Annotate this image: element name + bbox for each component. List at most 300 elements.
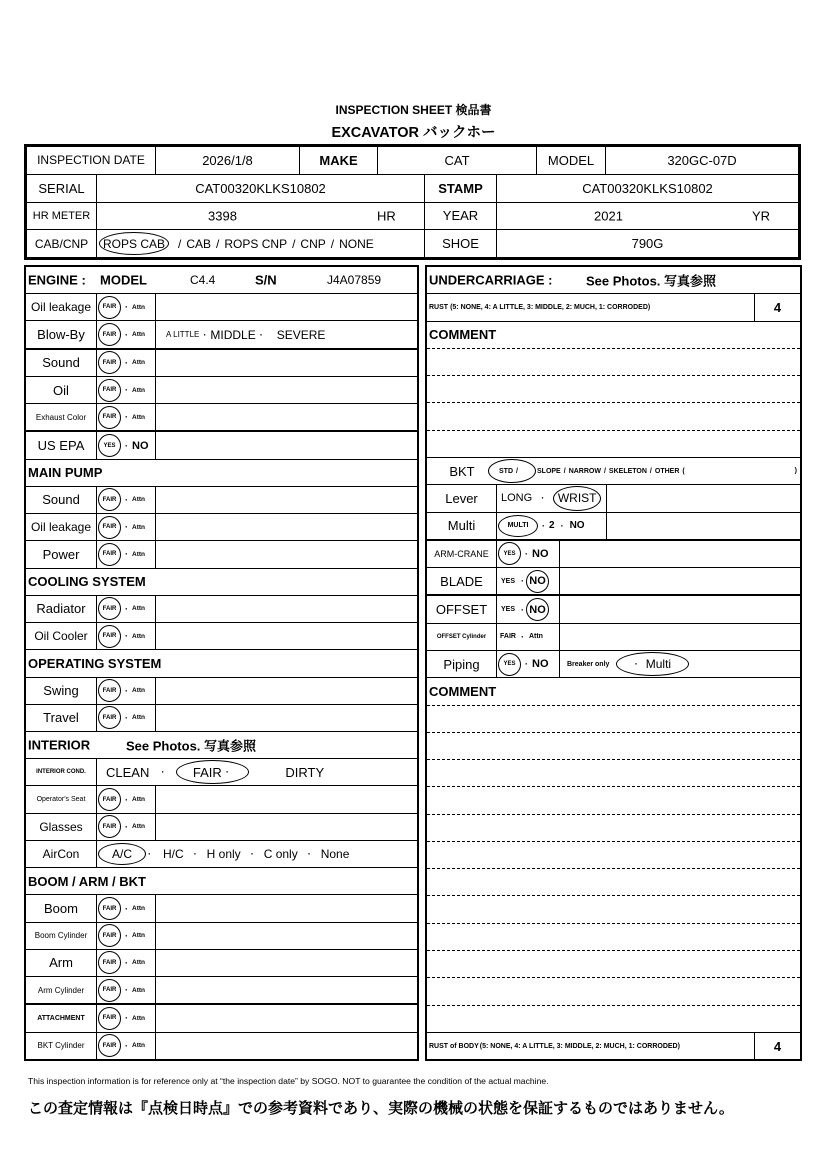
engine-model-value[interactable]: C4.4 (190, 273, 216, 288)
condition-options (97, 404, 156, 430)
option-h-only[interactable]: H only (206, 847, 241, 862)
sheet-title: INSPECTION SHEET 検品書 (335, 103, 492, 117)
condition-options (97, 814, 156, 840)
make-label: MAKE (300, 147, 378, 174)
option-none[interactable]: None (320, 847, 350, 862)
shoe-value[interactable]: 790G (631, 236, 664, 252)
notes-field[interactable] (156, 377, 417, 403)
option-attn[interactable]: Attn (132, 1042, 145, 1050)
row-label: BKT Cylinder (26, 1033, 97, 1059)
option-attn[interactable]: Attn (132, 550, 145, 558)
blow-by-option-a-little[interactable]: A LITTLE (166, 330, 200, 340)
undercarriage-rust-row (427, 294, 800, 321)
option-fair-selected[interactable]: FAIR (98, 625, 121, 648)
engine-sound-row (26, 350, 417, 377)
boom-arm-bkt-header-row (26, 868, 417, 895)
separator: · (125, 821, 128, 832)
notes-field[interactable] (156, 977, 417, 1003)
arm-cylinder-row (26, 977, 417, 1005)
lever-row (427, 485, 800, 512)
epa-options (97, 432, 156, 458)
row-label: Blow-By (26, 321, 97, 347)
interior-header-row (26, 732, 417, 759)
row-label: Boom (26, 895, 97, 921)
notes-field[interactable] (156, 596, 417, 622)
condition-options (97, 950, 156, 976)
separator: · (307, 849, 311, 860)
row-label: Radiator (26, 596, 97, 622)
disclaimer-english: This inspection information is for reference only at “the inspection date” by SOGO. NOT to guarantee the condition of the actual machine. (28, 1076, 549, 1086)
separator: · (225, 767, 229, 778)
model-label: MODEL (537, 147, 606, 174)
separator: · (542, 520, 545, 531)
option-fair-selected[interactable]: FAIR (98, 323, 121, 346)
separator: · (125, 685, 128, 696)
condition-options (97, 350, 156, 376)
body-comment-line[interactable] (427, 787, 800, 814)
body-rust-row (427, 1033, 800, 1059)
option-fair-selected[interactable]: FAIR (98, 706, 121, 729)
year-value: 2021 (594, 208, 623, 224)
option-no[interactable]: NO (532, 547, 549, 560)
condition-options (97, 487, 156, 513)
separator: · (560, 520, 564, 531)
option-fair-selected[interactable]: FAIR (98, 406, 121, 429)
option-multi-selected[interactable] (616, 652, 689, 676)
notes-field[interactable] (156, 705, 417, 731)
row-label: Glasses (26, 814, 97, 840)
engine-sn-value[interactable]: J4A07859 (327, 273, 382, 288)
separator: · (125, 631, 128, 642)
option-attn[interactable]: Attn (132, 796, 145, 804)
option-fair-selected[interactable]: FAIR (98, 543, 121, 566)
body-comment-line[interactable] (427, 706, 800, 733)
hr-meter-cell[interactable] (97, 203, 425, 230)
option-fair-selected[interactable]: FAIR (98, 1007, 121, 1030)
notes-field[interactable] (156, 294, 417, 320)
option-attn[interactable]: Attn (132, 523, 145, 531)
sheet-subtitle: EXCAVATOR バックホー (331, 125, 496, 141)
summary-table (24, 144, 801, 260)
condition-options (97, 895, 156, 921)
option-yes[interactable]: YES (501, 606, 516, 614)
separator: · (525, 659, 528, 670)
row-label: OFFSET (427, 596, 497, 622)
body-rust-value[interactable]: 4 (773, 1038, 782, 1054)
notes-field[interactable] (156, 1033, 417, 1059)
engine-sn-label: S/N (255, 272, 277, 288)
row-label: Sound (26, 350, 97, 376)
notes-field[interactable] (156, 514, 417, 540)
option-std-selected[interactable] (488, 459, 536, 483)
condition-options (97, 678, 156, 704)
notes-field[interactable] (607, 513, 800, 539)
notes-field[interactable] (560, 624, 800, 650)
option-attn[interactable]: Attn (132, 687, 145, 695)
condition-options (97, 541, 156, 567)
option-fair-selected[interactable] (176, 760, 249, 784)
cab-option-none[interactable]: NONE (339, 236, 374, 251)
inspection-date-value[interactable]: 2026/1/8 (156, 147, 300, 174)
engine-model-label: MODEL (100, 272, 147, 288)
condition-options (97, 1005, 156, 1031)
notes-field[interactable] (156, 432, 417, 458)
body-comment-line[interactable] (427, 978, 800, 1005)
row-label: Sound (26, 487, 97, 513)
notes-field[interactable] (156, 678, 417, 704)
blow-by-option-severe[interactable]: SEVERE (276, 327, 326, 342)
option-no[interactable]: NO (132, 439, 149, 452)
condition-options (97, 596, 156, 622)
separator: / (603, 467, 606, 475)
cooling-oil-cooler-row (26, 623, 417, 650)
row-label: Operator's Seat (26, 786, 97, 812)
separator: · (521, 576, 525, 587)
option-dirty[interactable]: DIRTY (285, 764, 325, 780)
option-attn[interactable]: Attn (132, 932, 145, 940)
body-comment-line[interactable] (427, 815, 800, 842)
option-fair-selected[interactable]: FAIR (98, 516, 121, 539)
separator: · (259, 329, 263, 340)
body-rust-label: RUST of BODY (429, 1042, 479, 1050)
separator: · (125, 903, 128, 914)
separator: · (125, 985, 128, 996)
notes-field[interactable] (156, 814, 417, 840)
body-comment-line[interactable] (427, 842, 800, 869)
option-slope[interactable]: SLOPE (537, 467, 561, 475)
separator: · (541, 493, 545, 504)
piping-options (497, 651, 560, 677)
notes-field[interactable] (156, 895, 417, 921)
option-attn[interactable]: Attn (132, 331, 145, 339)
separator: · (125, 712, 128, 723)
option-fair-selected[interactable]: FAIR (98, 351, 121, 374)
row-label: Power (26, 541, 97, 567)
cab-option-rops-cnp[interactable]: ROPS CNP (224, 236, 288, 251)
option-hc[interactable]: H/C (163, 847, 184, 862)
option-fair-selected[interactable]: FAIR (98, 788, 121, 811)
row-label: INTERIOR COND. (26, 759, 97, 785)
notes-field[interactable] (156, 950, 417, 976)
notes-field[interactable] (156, 786, 417, 812)
notes-field[interactable] (156, 487, 417, 513)
make-value[interactable]: CAT (378, 147, 537, 174)
cab-option-rops-cab-selected[interactable]: ROPS CAB (99, 232, 169, 255)
arm-crane-row (427, 541, 800, 568)
option-no[interactable]: NO (569, 520, 585, 532)
operating-swing-row (26, 678, 417, 705)
engine-oil-row (26, 377, 417, 404)
serial-value[interactable]: CAT00320KLKS10802 (97, 175, 425, 202)
separator: · (125, 930, 128, 941)
body-comment-line[interactable] (427, 760, 800, 787)
section-title-engine: ENGINE : (28, 272, 86, 288)
option-attn[interactable]: Attn (132, 986, 145, 994)
row-label: Oil Cooler (26, 623, 97, 649)
option-yes-selected[interactable]: YES (498, 542, 521, 565)
interior-photo-note: See Photos. 写真参照 (126, 738, 257, 754)
engine-header-row (26, 267, 417, 294)
option-attn[interactable]: Attn (132, 386, 145, 394)
option-yes-selected[interactable]: YES (98, 434, 121, 457)
condition-options (97, 705, 156, 731)
body-comment-line[interactable] (427, 1006, 800, 1033)
option-fair-selected[interactable]: FAIR (98, 296, 121, 319)
undercarriage-comment-line[interactable] (427, 376, 800, 403)
arm-crane-options (497, 541, 560, 567)
year-unit: YR (752, 208, 771, 224)
separator: / (178, 236, 182, 251)
body-comment-line[interactable] (427, 924, 800, 951)
engine-exhaust-color-row (26, 404, 417, 432)
section-title-cooling-system: COOLING SYSTEM (28, 574, 146, 590)
notes-field[interactable] (607, 485, 800, 511)
option-fair-selected[interactable]: FAIR (98, 679, 121, 702)
option-attn[interactable]: Attn (132, 303, 145, 311)
row-label: Oil leakage (26, 294, 97, 320)
disclaimer-japanese: この査定情報は『点検日時点』での参考資料であり、実際の機械の状態を保証するものではありません。 (28, 1100, 734, 1117)
option-attn[interactable]: Attn (132, 605, 145, 613)
shoe-label: SHOE (425, 230, 497, 257)
row-label: Multi (427, 513, 497, 539)
rust-scale-label (427, 294, 755, 320)
section-title-main-pump: MAIN PUMP (28, 465, 103, 481)
hr-meter-value: 3398 (208, 208, 237, 224)
separator: / (330, 236, 335, 251)
option-multi-label: Multi (645, 657, 672, 672)
option-attn[interactable]: Attn (132, 632, 145, 640)
option-attn[interactable]: Attn (132, 1014, 145, 1022)
option-ac-selected[interactable]: A/C (98, 843, 146, 865)
option-fair-selected[interactable]: FAIR (98, 979, 121, 1002)
year-cell[interactable] (497, 203, 798, 230)
body-comment-line[interactable] (427, 951, 800, 978)
engine-blow-by-row (26, 321, 417, 349)
separator: · (161, 767, 165, 778)
row-label: AirCon (26, 841, 97, 867)
option-attn[interactable]: Attn (132, 823, 145, 831)
blade-options (497, 568, 560, 594)
row-label: Piping (427, 651, 497, 677)
cab-option-cab[interactable]: CAB (186, 236, 212, 251)
option-multi-selected[interactable]: MULTI (498, 515, 538, 537)
row-label: Lever (427, 485, 497, 511)
blow-by-option-middle[interactable]: MIDDLE (210, 327, 256, 342)
blow-by-level-options (156, 321, 417, 347)
row-label: ARM-CRANE (427, 541, 497, 567)
separator: · (193, 849, 197, 860)
body-rust-scale: (5: NONE, 4: A LITTLE, 3: MIDDLE, 2: MUCH, 1: CORRODED) (479, 1042, 680, 1050)
separator: · (525, 548, 528, 559)
notes-field[interactable] (560, 568, 800, 594)
option-attn[interactable]: Attn (132, 359, 145, 367)
condition-options (97, 923, 156, 949)
undercarriage-photo-note: See Photos. 写真参照 (586, 273, 717, 289)
separator: · (148, 849, 151, 860)
notes-field[interactable] (560, 541, 800, 567)
option-no-selected[interactable]: NO (526, 570, 549, 593)
option-fair-selected[interactable]: FAIR (98, 951, 121, 974)
stamp-value[interactable]: CAT00320KLKS10802 (582, 180, 713, 196)
separator: · (125, 522, 128, 533)
row-label: OFFSET Cylinder (427, 624, 497, 650)
cab-label: CAB/CNP (27, 230, 97, 257)
summary-row-hours (27, 203, 798, 231)
option-fair-selected[interactable]: FAIR (98, 1034, 121, 1057)
undercarriage-comment-header (427, 322, 800, 349)
option-yes-selected[interactable]: YES (498, 653, 521, 676)
option-other[interactable]: OTHER (654, 467, 680, 475)
cab-options (97, 230, 425, 257)
option-attn[interactable]: Attn (528, 633, 543, 641)
option-attn[interactable]: Attn (132, 496, 145, 504)
section-title-undercarriage: UNDERCARRIAGE : (429, 272, 553, 288)
interior-condition-row (26, 759, 417, 786)
undercarriage-comment-line[interactable] (427, 349, 800, 376)
notes-field[interactable] (156, 1005, 417, 1031)
option-no[interactable]: NO (532, 658, 549, 671)
stamp-label: STAMP (425, 175, 497, 202)
separator: / (649, 467, 652, 475)
notes-field[interactable] (156, 923, 417, 949)
separator: · (125, 603, 128, 614)
notes-field[interactable] (156, 623, 417, 649)
row-label: Oil leakage (26, 514, 97, 540)
separator: / (516, 467, 518, 475)
option-narrow[interactable]: NARROW (568, 467, 601, 475)
option-fair[interactable]: FAIR (500, 633, 516, 641)
separator: / (216, 236, 220, 251)
interior-operator-seat-row (26, 786, 417, 813)
row-label: Boom Cylinder (26, 923, 97, 949)
option-no-selected[interactable]: NO (526, 598, 549, 621)
interior-condition-options (97, 759, 417, 785)
separator: · (203, 329, 207, 340)
right-inspection-panel (425, 265, 802, 1061)
option-clean[interactable]: CLEAN (106, 764, 150, 780)
section-title-operating-system: OPERATING SYSTEM (28, 655, 162, 671)
blade-row (427, 568, 800, 596)
separator: · (520, 631, 524, 642)
undercarriage-comment-line[interactable] (427, 431, 800, 458)
body-comment-line[interactable] (427, 869, 800, 896)
main-pump-sound-row (26, 487, 417, 514)
separator: · (125, 794, 128, 805)
operating-system-header-row (26, 650, 417, 677)
option-attn[interactable]: Attn (132, 413, 145, 421)
row-label: Oil (26, 377, 97, 403)
option-breaker-only[interactable]: Breaker only (567, 660, 610, 668)
inspection-date-label: INSPECTION DATE (27, 147, 156, 174)
option-wrist-selected[interactable]: WRIST (553, 486, 601, 511)
option-c-only[interactable]: C only (263, 847, 298, 862)
notes-field[interactable] (156, 350, 417, 376)
offset-row (427, 596, 800, 623)
engine-oil-leakage-row (26, 294, 417, 321)
row-label: Exhaust Color (26, 404, 97, 430)
row-label: Arm Cylinder (26, 977, 97, 1003)
body-rust-scale-label (427, 1033, 755, 1059)
row-label: ATTACHMENT (26, 1005, 97, 1031)
option-std-label: STD (499, 467, 513, 475)
comment-label: COMMENT (429, 327, 497, 343)
separator: · (125, 1013, 128, 1024)
multi-options (497, 513, 607, 539)
option-2[interactable]: 2 (549, 520, 555, 532)
model-value[interactable]: 320GC-07D (667, 152, 737, 168)
option-fair-selected[interactable]: FAIR (98, 379, 121, 402)
option-attn[interactable]: Attn (132, 959, 145, 967)
separator: · (125, 329, 128, 340)
row-label: US EPA (26, 432, 97, 458)
interior-aircon-row (26, 841, 417, 868)
option-attn[interactable]: Attn (132, 714, 145, 722)
option-fair-selected[interactable]: FAIR (98, 897, 121, 920)
main-pump-power-row (26, 541, 417, 568)
condition-options (97, 377, 156, 403)
offset-cylinder-row (427, 624, 800, 651)
piping-row (427, 651, 800, 678)
option-fair-selected[interactable]: FAIR (98, 488, 121, 511)
separator: · (125, 1040, 128, 1051)
option-fair-selected[interactable]: FAIR (98, 815, 121, 838)
separator: · (634, 659, 638, 670)
main-pump-header-row (26, 460, 417, 487)
option-yes[interactable]: YES (501, 577, 516, 585)
notes-field[interactable] (560, 596, 800, 622)
separator: · (125, 549, 128, 560)
option-attn[interactable]: Attn (132, 905, 145, 912)
year-label: YEAR (425, 203, 497, 230)
notes-field[interactable] (156, 541, 417, 567)
separator: · (125, 302, 128, 313)
body-comment-line[interactable] (427, 896, 800, 923)
cooling-system-header-row (26, 569, 417, 596)
row-label: Swing (26, 678, 97, 704)
option-fair-selected[interactable]: FAIR (98, 924, 121, 947)
main-pump-oil-leakage-row (26, 514, 417, 541)
serial-label: SERIAL (27, 175, 97, 202)
option-skeleton[interactable]: SKELETON (608, 467, 647, 475)
option-fair-selected[interactable]: FAIR (98, 597, 121, 620)
body-comment-line[interactable] (427, 733, 800, 760)
cab-option-cnp[interactable]: CNP (300, 236, 326, 251)
bkt-cylinder-row (26, 1033, 417, 1059)
interior-glasses-row (26, 814, 417, 841)
comment-label: COMMENT (429, 683, 497, 699)
separator: · (125, 357, 128, 368)
summary-row-serial (27, 175, 798, 203)
cooling-radiator-row (26, 596, 417, 623)
condition-options (97, 321, 156, 347)
operating-travel-row (26, 705, 417, 732)
separator: · (125, 385, 128, 396)
condition-options (97, 514, 156, 540)
undercarriage-comment-line[interactable] (427, 403, 800, 430)
separator: / (292, 236, 296, 251)
aircon-options (97, 841, 417, 867)
separator: · (125, 957, 128, 968)
other-close-paren: ) (794, 467, 797, 475)
option-long[interactable]: LONG (501, 492, 533, 505)
notes-field[interactable] (156, 404, 417, 430)
offset-options (497, 596, 560, 622)
rust-value[interactable]: 4 (773, 299, 782, 315)
bkt-row (427, 458, 800, 485)
left-inspection-panel (24, 265, 419, 1061)
undercarriage-header-row (427, 267, 800, 294)
option-fair-label: FAIR (192, 764, 222, 780)
